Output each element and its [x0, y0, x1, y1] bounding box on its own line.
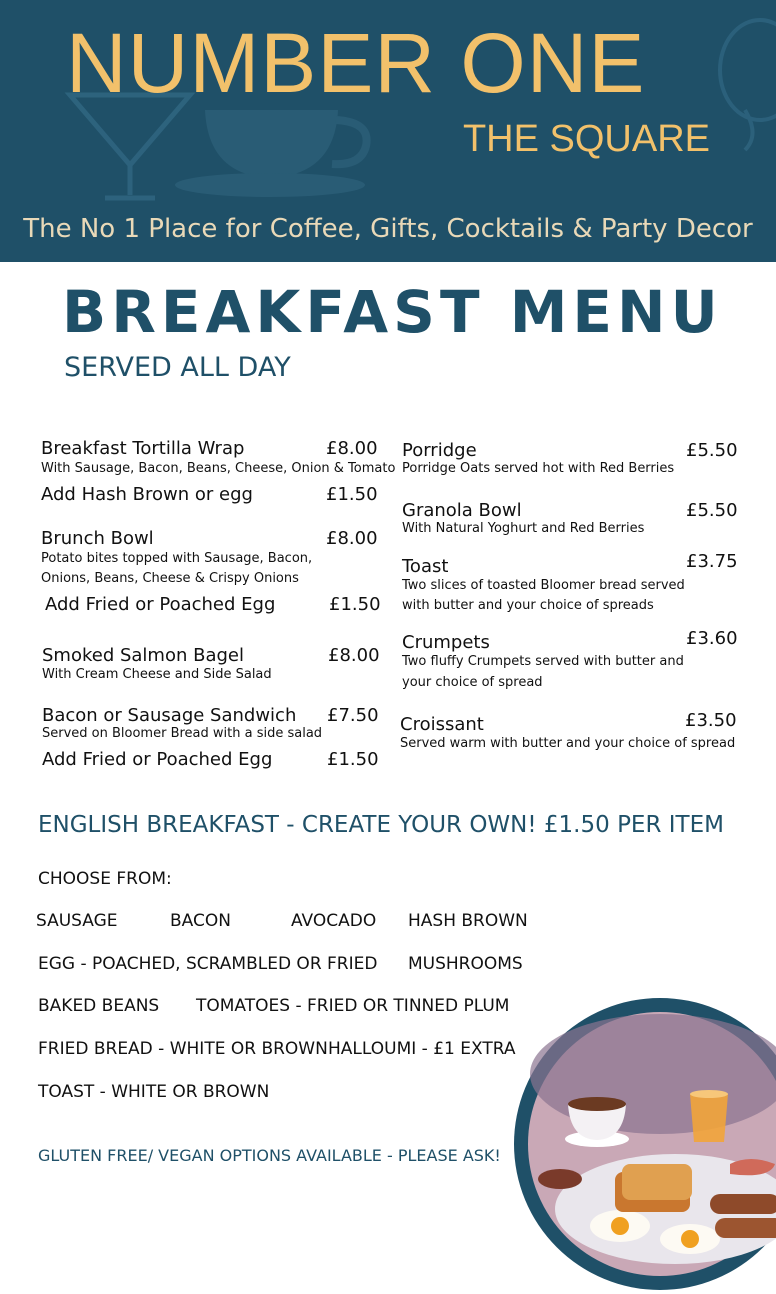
- brand-subtitle: THE SQUARE: [462, 118, 710, 160]
- item-name: Add Hash Brown or egg: [41, 484, 253, 505]
- option-item: FRIED BREAD - WHITE OR BROWN: [38, 1039, 328, 1059]
- item-price: £8.00: [326, 528, 378, 549]
- item-description: Served on Bloomer Bread with a side salad: [42, 726, 323, 741]
- item-description: Two fluffy Crumpets served with butter and: [402, 654, 684, 669]
- item-price: £1.50: [329, 594, 381, 615]
- item-price: £1.50: [327, 749, 379, 770]
- header-banner: [0, 0, 776, 262]
- item-description: Served warm with butter and your choice of spread: [400, 736, 736, 751]
- item-name: Breakfast Tortilla Wrap: [41, 438, 245, 459]
- item-price: £5.50: [686, 500, 738, 521]
- item-price: £8.00: [326, 438, 378, 459]
- item-description: with butter and your choice of spreads: [402, 598, 654, 613]
- option-item: SAUSAGE: [36, 911, 118, 931]
- item-description: With Sausage, Bacon, Beans, Cheese, Onion & Tomato: [41, 461, 396, 476]
- item-name: Toast: [402, 556, 449, 577]
- menu-title: BREAKFAST MENU: [62, 278, 723, 346]
- item-price: £7.50: [327, 705, 379, 726]
- tagline: The No 1 Place for Coffee, Gifts, Cocktails & Party Decor: [23, 214, 753, 244]
- item-name: Bacon or Sausage Sandwich: [42, 705, 297, 726]
- item-description: Onions, Beans, Cheese & Crispy Onions: [41, 571, 299, 586]
- item-name: Porridge: [402, 440, 477, 461]
- item-name: Smoked Salmon Bagel: [42, 645, 244, 666]
- item-name: Granola Bowl: [402, 500, 522, 521]
- item-description: your choice of spread: [402, 675, 543, 690]
- option-item: BAKED BEANS: [38, 996, 160, 1016]
- gluten-free-note: GLUTEN FREE/ VEGAN OPTIONS AVAILABLE - PLEASE ASK!: [38, 1146, 501, 1165]
- wine-glass-icon: [720, 20, 776, 150]
- item-price: £3.60: [686, 628, 738, 649]
- choose-from-label: CHOOSE FROM:: [38, 869, 172, 889]
- item-name: Add Fried or Poached Egg: [45, 594, 276, 615]
- item-name: Croissant: [400, 714, 484, 735]
- breakfast-plate-image: [510, 994, 776, 1294]
- menu-subtitle: SERVED ALL DAY: [64, 352, 291, 383]
- option-item: HALLOUMI - £1 EXTRA: [328, 1039, 516, 1059]
- cocktail-glass-icon: [70, 95, 190, 198]
- item-description: With Natural Yoghurt and Red Berries: [402, 521, 645, 536]
- option-item: TOAST - WHITE OR BROWN: [38, 1082, 270, 1102]
- option-item: EGG - POACHED, SCRAMBLED OR FRIED: [38, 954, 378, 974]
- item-price: £3.75: [686, 551, 738, 572]
- item-description: Porridge Oats served hot with Red Berries: [402, 461, 675, 476]
- brand-title: NUMBER ONE: [66, 16, 646, 110]
- option-item: MUSHROOMS: [408, 954, 523, 974]
- option-item: HASH BROWN: [408, 911, 528, 931]
- option-item: AVOCADO: [291, 911, 377, 931]
- item-description: Two slices of toasted Bloomer bread served: [402, 578, 685, 593]
- coffee-cup-icon: [175, 110, 367, 197]
- item-name: Brunch Bowl: [41, 528, 154, 549]
- item-price: £5.50: [686, 440, 738, 461]
- item-name: Crumpets: [402, 632, 490, 653]
- item-description: Potato bites topped with Sausage, Bacon,: [41, 551, 313, 566]
- item-price: £3.50: [685, 710, 737, 731]
- item-description: With Cream Cheese and Side Salad: [42, 667, 272, 682]
- option-item: TOMATOES - FRIED OR TINNED PLUM: [196, 996, 510, 1016]
- item-price: £8.00: [328, 645, 380, 666]
- item-price: £1.50: [326, 484, 378, 505]
- option-item: BACON: [170, 911, 231, 931]
- item-name: Add Fried or Poached Egg: [42, 749, 273, 770]
- english-breakfast-title: ENGLISH BREAKFAST - CREATE YOUR OWN! £1.50 PER ITEM: [38, 812, 724, 838]
